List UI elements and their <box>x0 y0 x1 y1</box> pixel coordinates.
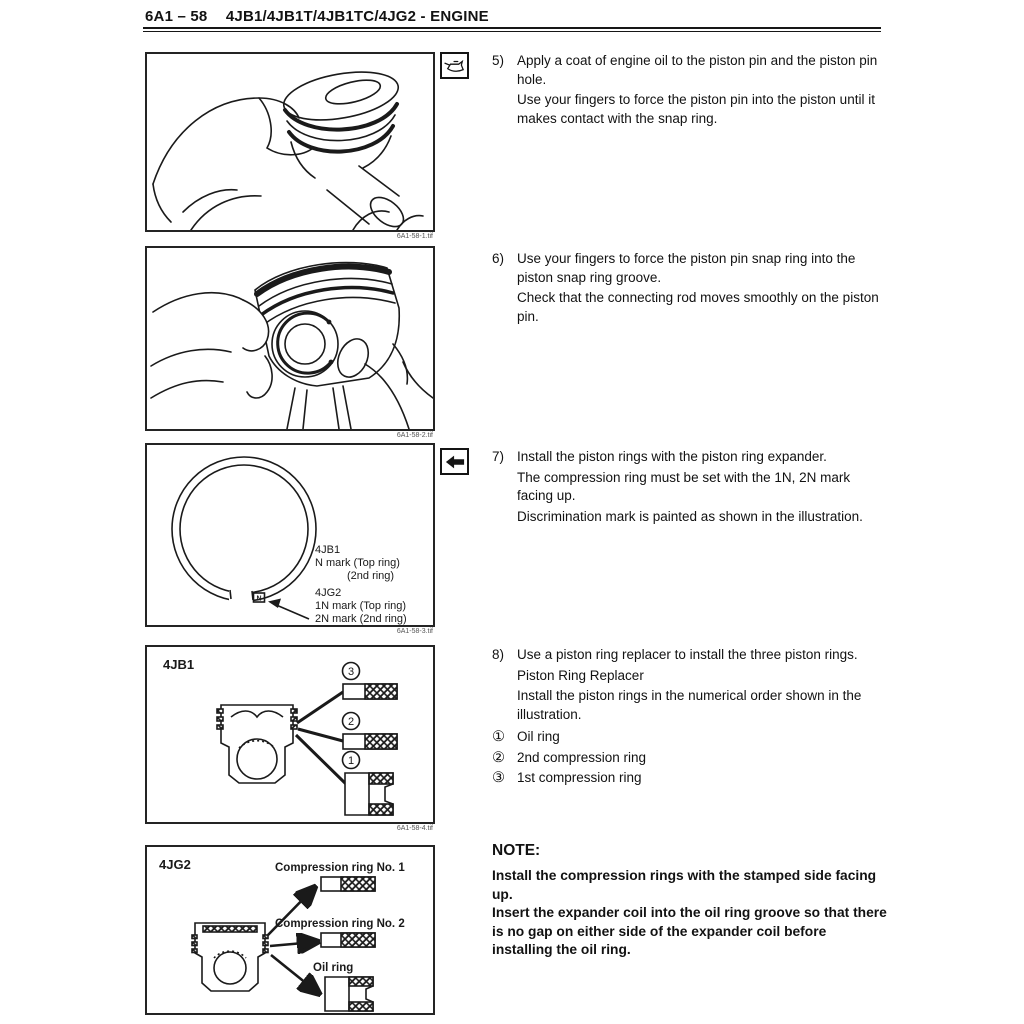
step-6-text <box>517 250 879 328</box>
label-2n-mark: 2N mark (2nd ring) <box>315 613 407 625</box>
figure-3-illustration <box>145 443 435 627</box>
ring-mark-letter: N <box>256 595 262 603</box>
ring-order-list <box>492 727 879 789</box>
ring-number-1: 1 <box>347 755 355 767</box>
label-compression-ring-1: Compression ring No. 1 <box>275 862 405 874</box>
step-8-paragraph-2: Piston Ring Replacer <box>517 667 644 683</box>
page-title: 4JB1/4JB1T/4JB1TC/4JG2 - ENGINE <box>225 8 489 25</box>
figure-4-illustration <box>145 645 435 824</box>
note-title: NOTE: <box>492 842 541 859</box>
step-7 <box>440 448 879 528</box>
step-8 <box>492 646 879 789</box>
snap-ring-drawing <box>147 248 433 429</box>
list-item <box>492 727 879 748</box>
page-code: 6A1 – 58 <box>145 8 208 25</box>
fig4-variant-label: 4JB1 <box>163 657 195 672</box>
label-1n-mark: 1N mark (Top ring) <box>315 600 407 612</box>
step-8-number: 8) <box>492 647 505 662</box>
step-6 <box>492 250 879 328</box>
step-8-text <box>492 646 879 789</box>
note-block <box>492 842 888 960</box>
step-7-paragraph-2: The compression ring must be set with the 1N, 2N mark facing up. <box>517 469 851 503</box>
oil-symbol-icon <box>440 52 469 79</box>
piston-ring-mark-drawing <box>147 445 433 625</box>
step-7-paragraph-3: Discrimination mark is painted as shown in the illustration. <box>517 508 863 524</box>
label-oil-ring: Oil ring <box>313 962 354 974</box>
figure-4jg2-rings <box>145 845 435 1015</box>
figure-snap-ring-install <box>145 246 435 441</box>
figure-2-illustration <box>145 246 435 431</box>
step-6-paragraph-1: Use your fingers to force the piston pin snap ring into the piston snap ring groove. <box>517 251 856 285</box>
label-4jg2: 4JG2 <box>315 587 342 599</box>
list-item-2nd-compression: 2nd compression ring <box>517 749 647 765</box>
ring-number-2: 2 <box>347 716 355 728</box>
step-7-text <box>517 448 879 528</box>
label-4jb1: 4JB1 <box>315 544 341 556</box>
step-5-text <box>517 52 879 130</box>
list-item-1st-compression: 1st compression ring <box>517 770 642 785</box>
step-8-paragraph-1: Use a piston ring replacer to install the three piston rings. <box>517 647 858 662</box>
circled-3-marker: ③ <box>492 770 505 786</box>
step-7-number: 7) <box>492 449 505 464</box>
piston-pin-drawing <box>147 54 433 230</box>
label-2nd-ring: (2nd ring) <box>347 570 395 582</box>
page-header <box>145 8 489 25</box>
figure-piston-pin-install <box>145 52 435 242</box>
figure-4-caption: 6A1-58-4.tif <box>396 825 433 832</box>
figure-1-illustration <box>145 52 435 232</box>
4jg2-ring-order-drawing <box>147 847 433 1013</box>
step-6-paragraph-2: Check that the connecting rod moves smoothly on the piston pin. <box>517 290 879 324</box>
label-compression-ring-2: Compression ring No. 2 <box>275 918 405 930</box>
oil-can-glyph <box>443 56 467 76</box>
4jb1-ring-order-drawing <box>147 647 433 822</box>
step-5-number: 5) <box>492 53 505 68</box>
label-n-mark: N mark (Top ring) <box>315 557 400 569</box>
step-8-paragraph-3: Install the piston rings in the numerical order shown in the illustration. <box>517 688 862 722</box>
note-paragraph-1: Install the compression rings with the stamped side facing up. <box>492 868 877 902</box>
step-6-number: 6) <box>492 251 505 266</box>
list-item <box>492 748 879 769</box>
left-arrow-glyph <box>443 452 467 472</box>
step-5 <box>440 52 879 130</box>
figure-4jb1-rings <box>145 645 435 834</box>
figure-3-caption: 6A1-58-3.tif <box>396 628 433 635</box>
figure-2-caption: 6A1-58-2.tif <box>396 432 433 439</box>
step-5-paragraph-2: Use your fingers to force the piston pin into the piston until it makes contact with the snap ring. <box>517 92 875 126</box>
list-item-oil-ring: Oil ring <box>517 729 560 744</box>
note-paragraph-2: Insert the expander coil into the oil ring groove so that there is no gap on either side of the expander coil before installing the oil ring. <box>492 905 887 957</box>
header-divider <box>143 27 881 32</box>
ring-number-3: 3 <box>347 666 355 678</box>
step-7-paragraph-1: Install the piston rings with the piston ring expander. <box>517 449 827 464</box>
figure-ring-mark <box>145 443 435 637</box>
list-item <box>492 768 879 789</box>
figure-5-illustration <box>145 845 435 1015</box>
left-arrow-icon <box>440 448 469 475</box>
figure-1-caption: 6A1-58-1.tif <box>396 233 433 240</box>
fig5-variant-label: 4JG2 <box>159 857 191 872</box>
circled-2-marker: ② <box>492 749 505 766</box>
step-5-paragraph-1: Apply a coat of engine oil to the piston pin and the piston pin hole. <box>517 53 878 87</box>
circled-1-marker: ① <box>492 729 505 745</box>
